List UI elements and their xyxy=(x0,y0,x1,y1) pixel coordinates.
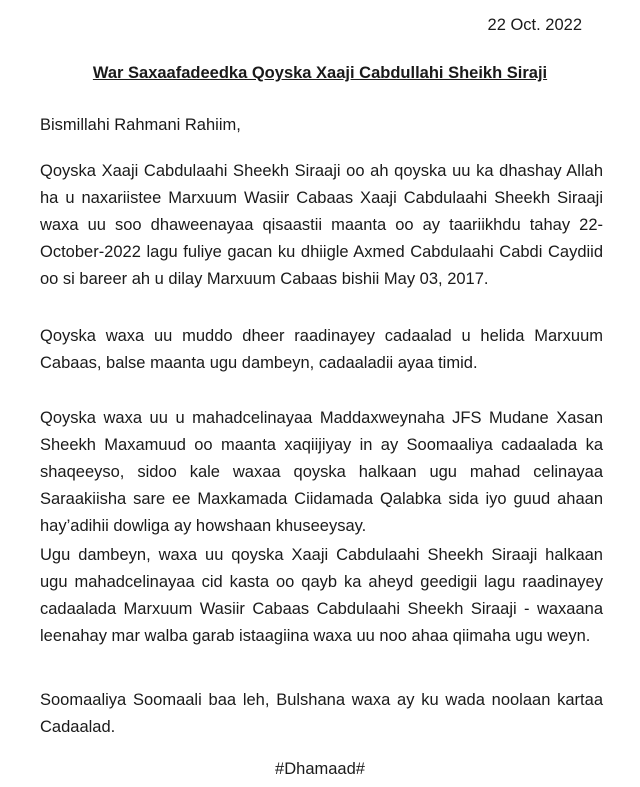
letter-greeting: Bismillahi Rahmani Rahiim, xyxy=(40,116,241,134)
paragraph-2: Qoyska waxa uu muddo dheer raadinayey cadaalad u helida Marxuum Cabaas, balse maanta ugu dambeyn, cadaaladii ayaa timid. xyxy=(40,327,603,372)
paragraph-1: Qoyska Xaaji Cabdulaahi Sheekh Siraaji oo ah qoyska uu ka dhashay Allah ha u naxariistee Marxuum Wasiir Cabaas Xaaji Cabdulaahi Sheekh Siraaji waxa uu soo dhaweenayaa qisaastii maanta oo ay taariikhdu tahay 22-October-2022 lagu fuliye gacan ku dhiigle Axmed Cabdulaahi Cabdi Caydiid oo si bareer ah u dilay Marxuum Cabaas bishii May 03, 2017. xyxy=(40,162,603,288)
letter-date: 22 Oct. 2022 xyxy=(487,16,582,34)
paragraph-5: Soomaaliya Soomaali baa leh, Bulshana waxa ay ku wada noolaan kartaa Cadaalad. xyxy=(40,691,603,736)
paragraph-4: Ugu dambeyn, waxa uu qoyska Xaaji Cabdulaahi Sheekh Siraaji halkaan ugu mahadcelinayaa cid kasta oo qayb ka aheyd geedigii lagu raadinayey cadaalada Marxuum Wasiir Cabaas Cabdulaahi Sheekh Siraaji - waxaana leenahay mar walba garab istaagiina waxa uu noo ahaa qiimaha ugu weyn. xyxy=(40,546,603,645)
letter-closing: #Dhamaad# xyxy=(275,760,365,778)
letter-title: War Saxaafadeedka Qoyska Xaaji Cabdullahi Sheikh Siraji xyxy=(92,64,548,82)
paragraph-3: Qoyska waxa uu u mahadcelinayaa Maddaxweynaha JFS Mudane Xasan Sheekh Maxamuud oo maanta xaqiijiyay in ay Soomaaliya cadaalada ka shaqeeyso, sidoo kale waxaa qoyska halkaan ugu mahad celinayaa Saraakiisha sare ee Maxkamada Ciidamada Qalabka sida iyo guud ahaan hay’adihii dowliga ay howshaan khuseeysay. xyxy=(40,409,603,535)
